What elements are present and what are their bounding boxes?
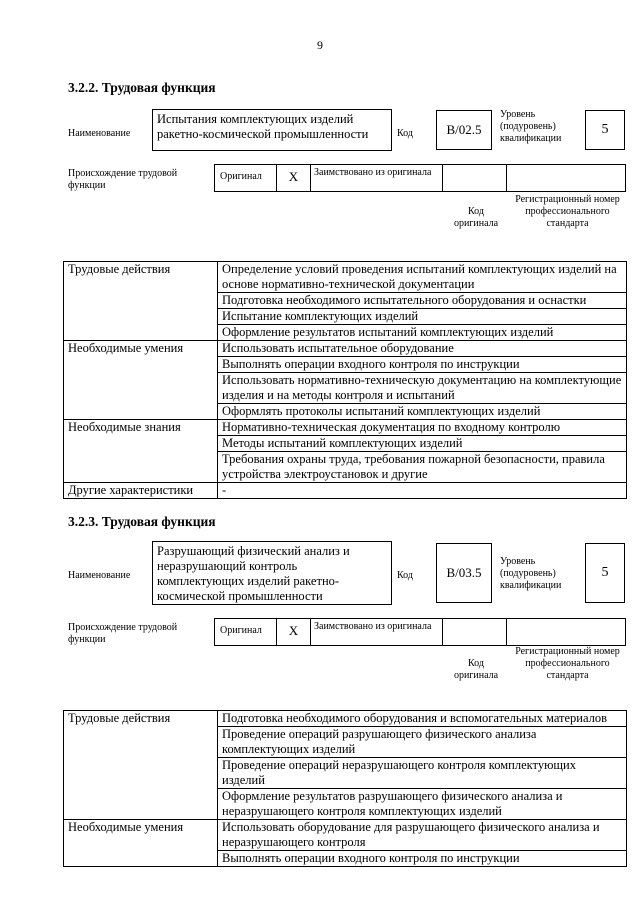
table-cell: Нормативно-техническая документация по входному контролю: [218, 420, 627, 436]
code-original-caption: Код оригинала: [453, 206, 499, 229]
table-cell: Выполнять операции входного контроля по инструкции: [218, 851, 627, 867]
group-heading: Трудовые действия: [64, 262, 218, 341]
table-cell: Проведение операций разрушающего физического анализа комплектующих изделий: [218, 727, 627, 758]
code-original-caption: Код оригинала: [453, 658, 499, 681]
registration-number-cell: [507, 165, 625, 191]
registration-number-cell: [507, 619, 625, 645]
origin-label: Происхождение трудовой функции: [68, 622, 178, 645]
table-cell: Требования охраны труда, требования пожарной безопасности, правила устройства электроустановок и другие: [218, 452, 627, 483]
name-label: Наименование: [68, 128, 131, 139]
qualification-level: 5: [585, 543, 625, 603]
table-cell: Подготовка необходимого испытательного оборудования и оснастки: [218, 293, 627, 309]
table-cell: Оформление результатов испытаний комплектующих изделий: [218, 325, 627, 341]
code-label: Код: [397, 570, 413, 581]
registration-number-caption: Регистрационный номер профессионального стандарта: [515, 646, 620, 681]
original-label: Оригинал: [215, 165, 277, 191]
level-label: Уровень (подуровень) квалификации: [500, 109, 562, 144]
table-cell: Испытание комплектующих изделий: [218, 309, 627, 325]
origin-row: [214, 618, 626, 646]
group-heading: Другие характеристики: [64, 483, 218, 499]
table-cell: -: [218, 483, 627, 499]
name-label: Наименование: [68, 570, 131, 581]
table-cell: Использовать испытательное оборудование: [218, 341, 627, 357]
group-heading: Необходимые умения: [64, 820, 218, 867]
code-label: Код: [397, 128, 413, 139]
table-cell: Выполнять операции входного контроля по инструкции: [218, 357, 627, 373]
original-label: Оригинал: [215, 619, 277, 645]
section-title: 3.2.3. Трудовая функция: [68, 514, 216, 529]
original-code-cell: [443, 619, 507, 645]
labour-function-table: [63, 710, 627, 867]
level-label: Уровень (подуровень) квалификации: [500, 556, 562, 591]
group-heading: Необходимые знания: [64, 420, 218, 483]
original-mark: X: [277, 619, 311, 645]
page-number: 9: [317, 38, 323, 52]
qualification-level: 5: [585, 110, 625, 150]
group-heading: Трудовые действия: [64, 711, 218, 820]
original-mark: X: [277, 165, 311, 191]
origin-row: [214, 164, 626, 192]
section-title: 3.2.2. Трудовая функция: [68, 80, 216, 95]
original-code-cell: [443, 165, 507, 191]
table-cell: Подготовка необходимого оборудования и вспомогательных материалов: [218, 711, 627, 727]
table-cell: Использовать оборудование для разрушающего физического анализа и неразрушающего контроля: [218, 820, 627, 851]
table-cell: Проведение операций неразрушающего контроля комплектующих изделий: [218, 758, 627, 789]
function-code: B/03.5: [436, 543, 492, 603]
registration-number-caption: Регистрационный номер профессионального стандарта: [515, 194, 620, 229]
table-cell: Методы испытаний комплектующих изделий: [218, 436, 627, 452]
table-cell: Использовать нормативно-техническую документацию на комплектующие изделия и на методы контроля и испытаний: [218, 373, 627, 404]
borrowed-label: Заимствовано из оригинала: [311, 165, 443, 191]
table-cell: Оформлять протоколы испытаний комплектующих изделий: [218, 404, 627, 420]
group-heading: Необходимые умения: [64, 341, 218, 420]
table-cell: Определение условий проведения испытаний комплектующих изделий на основе нормативно-технической документации: [218, 262, 627, 293]
borrowed-label: Заимствовано из оригинала: [311, 619, 443, 645]
labour-function-table: [63, 261, 627, 499]
function-name: Разрушающий физический анализ и неразрушающий контроль комплектующих изделий ракетно-космической промышленности: [152, 541, 392, 605]
table-cell: Оформление результатов разрушающего физического анализа и неразрушающего контроля комплектующих изделий: [218, 789, 627, 820]
function-code: B/02.5: [436, 110, 492, 150]
origin-label: Происхождение трудовой функции: [68, 168, 178, 191]
function-name: Испытания комплектующих изделий ракетно-космической промышленности: [152, 109, 392, 151]
